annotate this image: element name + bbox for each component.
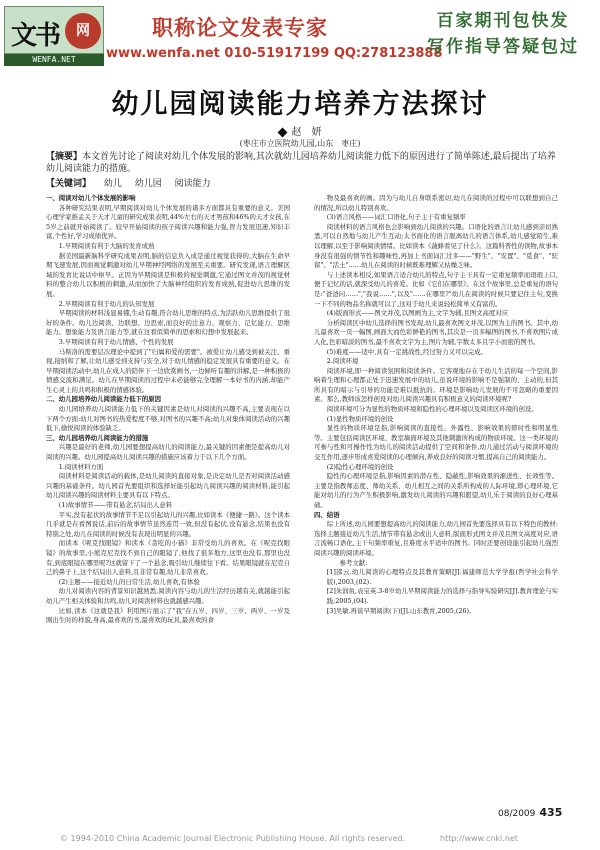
right-column [314, 194, 558, 800]
paragraph: 马斯洛的需要层次理论中提到了"归属和爱的需要"。被爱让幼儿感受到被关注、重视,接纳和了解,让幼儿感受到支持与安全,对于幼儿情感的稳定发展具有重要的意义。在早期阅读活动中,幼儿在成人的陪伴下一边欣赏画书,一边倾听有趣的讲解,是一种积极的情感交流和满足。幼儿在早期阅读的过程中未必能够完全理解一本好书的内涵,却能产生心灵上的共鸣和积极的情感体验。 [46, 347, 290, 394]
banner-contact[interactable]: www.wenfa.net 010-51917199 QQ:278123888 [106, 46, 443, 61]
keywords-label: 【关键词】 [46, 179, 92, 189]
paragraph: (1)显性物质环境的创设 [326, 414, 394, 423]
reference-item: [3]吴敏.再谈早期阅读(下)[J].山东教育,2005,(26). [326, 606, 472, 615]
paragraph: 幼儿对阅读内容的背景知识越熟悉,阅读内容与幼儿的生活经历越有关,就越能引起幼儿产生相关体验和共鸣,幼儿对阅读材料也就越感兴趣。 [46, 587, 290, 605]
section-heading: 一、阅读对幼儿个体发展的影响 [46, 194, 136, 202]
paragraph: 分析阅读区中幼儿选择的图书发现,幼儿最喜欢图文并茂,以图为主的图书。其中,幼儿最喜欢一页一幅图,画面大而色彩鲜艳的图书,其次是一页多幅图的图书,不喜欢图片成人化,色彩暗淡的图书,最不喜欢文字为主,图片为辅,字数太多且字小而密的图书。 [314, 318, 558, 346]
article-affiliation: (枣庄市立医院幼儿园,山东 枣庄) [239, 139, 361, 148]
issue-label: 08/2009 [498, 809, 536, 819]
banner-slogan [414, 8, 592, 64]
paragraph: 据美国最新脑科学研究成果表明,脑的信息负入成是通过视觉获得的,大脑在生命早期飞速发展,因而视觉刺激对幼儿早期神经网络的发展至关重要。研究发现,语言理解区域的发育比说话中枢早。正因为早期阅读是积极的视觉刺激,它通过图文并茂的视觉材料的整合幼儿以积极的刺激,从而加快了大脑神经组织的发育成熟,促进幼儿思维的发展。 [46, 251, 290, 298]
paragraph: (3)语言风格——词汇口语化,句子主干有重复频率 [326, 213, 466, 222]
paragraph: (5)难度——适中,具有一定挑战性,经过努力又可以完成。 [326, 347, 487, 356]
paragraph: 早期阅读的材料浅显易懂,生动有趣,符合幼儿思维的特点,为活跃幼儿思维提供了很好的条件。幼儿边阅读、边联想、边思索,而良好的注意力、观察力、记忆能力、思维能力、想象能力及语言能力等,就在这看似简单的思索和幻想中发展起来。 [46, 309, 290, 337]
keywords [46, 176, 561, 189]
keyword: 幼儿园 [134, 179, 162, 189]
footer [60, 834, 518, 843]
paragraph: 兴趣是最好的老师,幼儿园要想提高幼儿的阅读能力,最关键的因素便是提高幼儿对阅读的兴趣。幼儿园提高幼儿阅读兴趣的措施应该着力于以下几个方面。 [46, 443, 290, 462]
paragraph: (1)故事情节——带有悬念,结局出人意料 [58, 501, 173, 509]
paragraph: (2)隐性心理环境的创设 [326, 462, 394, 471]
paragraph: 3.早期阅读有利于幼儿情感、个性的发展 [58, 337, 174, 346]
paragraph: 2.早期阅读有利于幼儿的认知发展 [58, 299, 155, 308]
paragraph: 阅读环境可分为显性的物质环境和隐性的心理环境以及阅读区环境的创设。 [326, 405, 538, 414]
slogan-line-1: 百家期刊包快发 [436, 11, 570, 31]
left-column [46, 194, 290, 794]
paragraph: 2.阅读环境 [326, 357, 359, 366]
site-logo[interactable] [4, 6, 104, 66]
paragraph: 阅读环境,即一种阅读氛围和阅读条件。它客观地存在于幼儿生活的每一个空间,影响着生理和心理都正处于迅速发展中的幼儿,虽说环境的影响不是强制的、主动的,但其所具有的暗示与引导的功能是难以抵抗的。环境是影响幼儿发展的不可忽略的重要因素。那么,教师该怎样创设对幼儿阅读兴趣具有积极意义的阅读环境呢? [314, 366, 558, 404]
author-name: 赵 妍 [291, 127, 322, 138]
page-number-value: 435 [539, 806, 563, 819]
paragraph: 1.阅读材料方面 [58, 462, 104, 471]
keyword: 幼儿 [103, 179, 122, 189]
paragraph: 物及最喜欢的画。因为与幼儿自身联系密切,幼儿在阅读的过程中可以联想到自己的情况,所以幼儿特别喜欢。 [314, 194, 558, 212]
reference-item: [2]朱润鱼,袁宝英.3-8岁幼儿早期阅读能力的选择与指导实验研究[J].教育理论与实践,2005,(04). [326, 587, 558, 605]
footer-copyright: © 1994-2010 China Academic Journal Electronic Publishing House. All rights reserved. [60, 834, 406, 843]
section-heading: 三、幼儿园培养幼儿阅读能力的措施 [46, 433, 149, 442]
paragraph: 1.早期阅读有利于大脑的发育成熟 [58, 241, 155, 250]
header-banner [0, 0, 600, 70]
section-heading: 四、结语 [314, 510, 340, 519]
logo-subtitle: WENFA.NET [4, 54, 104, 66]
paragraph: (2)主题——接近幼儿的日常生活,幼儿喜欢,有体验 [58, 577, 200, 586]
page-number [498, 806, 562, 819]
article-title: 幼儿园阅读能力培养方法探讨 [111, 89, 489, 120]
paragraph: 幼儿园培养幼儿阅读能力低下的关键因素是幼儿对阅读的兴趣不高,主要表现在以下两个方面:幼儿对图书的热爱程度不够,对图书的兴趣不高;幼儿对集体阅读活动的兴趣低下,偷悦阅读的体验缺乏。 [46, 405, 290, 433]
paragraph: 显性的物质环境是指,影响阅读的直接性、外露性、影响效果的即时性和明显性等。主要包括阅读区环境、教室墙面环境及其他刺激所构成的物质环境。这一类环境的可参与性和可操作性为幼儿的阅读活动提供了空间和条件,幼儿通过活动与阅读环境的交互作用,逐步形成喜爱阅读的心理倾向,养成良好的阅读习惯,提高自己的阅读能力。 [314, 424, 558, 462]
reference-item: [1]邵云.幼儿阅读的心理特点及其教育策略[J].福建师范大学学报(哲学社会科学版),2003,(02). [326, 568, 558, 586]
paragraph: 平实,没有起伏的故事情节不足以引起幼儿的兴趣,比如读本《便捷一路》。这个读本几乎就是在看图说话,前后的故事情节虽然连贯一致,但没有起伏,没有悬念,结果也没有特别之处,幼儿在阅读的时候没有表现出明显的兴趣。 [46, 510, 290, 538]
slogan-line-2: 写作指导答疑包过 [427, 37, 579, 57]
paragraph: 综上所述,幼儿园要想提高幼儿的阅读能力,幼儿园首先要选择具有以下特色的教材:选择主题接近幼儿生活,情节带有悬念或出人意料,版面形式图文并茂且图文高度对应,语言流畅口语化,主干句频率重复,且难度水平适中的图书。同时还要创设能引起幼儿强烈阅读兴趣的阅读环境。 [314, 520, 558, 557]
diamond-icon [277, 128, 287, 138]
paragraph: (4)版面形式——图文并茂,以图画为主,文字为辅,且图文高度对应 [326, 309, 509, 318]
paragraph: 阅读材料是阅读活动的载体,是幼儿阅读的直接对象,是决定幼儿是否对阅读活动感兴趣的基础条件。幼儿园首先要组织和选择好能引起幼儿阅读兴趣的阅读材料,能引起幼儿阅读兴趣的阅读材料主要具有以下特点。 [46, 472, 290, 500]
section-heading: 二、幼儿园培养幼儿阅读能力低下的原因 [46, 395, 162, 404]
keyword: 阅读能力 [174, 179, 211, 189]
abstract-text: 本文首先讨论了阅读对幼儿个体发展的影响,其次就幼儿园培养幼儿阅读能力低下的原因进行了简单陈述,最后提出了培养幼儿阅读能力的措施。 [46, 152, 556, 174]
logo-word-1: 文书 [11, 21, 60, 51]
footer-url[interactable]: http://www.cnki.net [440, 834, 518, 843]
references-heading: 参考文献: [339, 558, 368, 567]
paragraph: 与上述读本相反,如果语言适合幼儿的特点,句子主干具有一定重复频率而琅琅上口,便于记忆的话,就深受幼儿的喜爱。比如《它们在哪里》。在这个故事里,总是重复的语句是:"爸爸问……","我说……",以及"……在哪里?"幼儿在阅读的时候只要记住主句,变换一下不同的物品名称就可以了,这对于幼儿来说轻松简单又有富的。 [314, 270, 558, 308]
article-author [0, 123, 600, 138]
paragraph: 各种研究结果表明,早期阅读对幼儿个体发展的诸多方面都具有重要的意义。美国心理学家推孟关于天才儿童的研究成果表明,44%左右的天才男孩和46%的天才女孩,在5岁之前就开始阅读了。较早开始阅读的孩子阅读兴趣和能力强,智力发展迅速,知识丰富,个性好,学习成绩优异。 [46, 203, 290, 241]
paragraph: 比如,读本《这就是我》利用图片展示了"我"在五岁、四岁、三岁、两岁、一岁及刚出生时的样貌,身高,最喜欢的书,最喜欢的玩具,最喜欢的食 [46, 606, 290, 625]
paragraph: 阅读材料的语言风格也会影响到幼儿阅读的兴趣。口语化的语言让幼儿感到亲切熟悉,可以自然地与幼儿产生互动;太书面化的语言脱离幼儿的语言体系,幼儿感觉陌生,难以理解,以至于影响阅读情绪。比如读本《蔬蜂看见了什么》。这篇科普性的读物,故事本身没有很强的情节性和趣味性,再加上书面词汇过多——"野生"、"安置"、"觅食"、"驻留"、"活土"……幼儿在阅读的时候既难理解又枯燥乏味。 [314, 222, 558, 270]
paragraph: 而读本《呢克找眼镜》和读本《贪吃的小猫》非常受幼儿的喜欢。在《呢克找眼镜》的故事里,小熊克尼克找不到自己的眼镜了,他找了很多地方,这里也没有,那里也没有,到底眼镜在哪里呢?这就留下了一个悬念,吸引幼儿继续往下看。结果眼镜就在尼克自己的鼻子上,这个结局出人意料,且非常有趣,幼儿非常喜欢。 [46, 539, 290, 577]
banner-title: 职称论文发表专家 [152, 16, 328, 40]
logo-word-2: 网 [65, 13, 101, 49]
abstract-label: 【摘要】 [46, 152, 83, 162]
logo-graphic [4, 6, 104, 54]
abstract [46, 151, 561, 175]
paragraph: 隐性的心理环境是指,影响因素的潜在性、隐蔽性,影响效果的渐进性、长效性等。主要是指教师态度、师幼关系、幼儿相互之间的关系所构成的人际环境,即心理环境,它能对幼儿的行为产生积极影响,激发幼儿阅读的兴趣和愿望,幼儿乐于阅读的良好心理基础。 [314, 472, 558, 509]
